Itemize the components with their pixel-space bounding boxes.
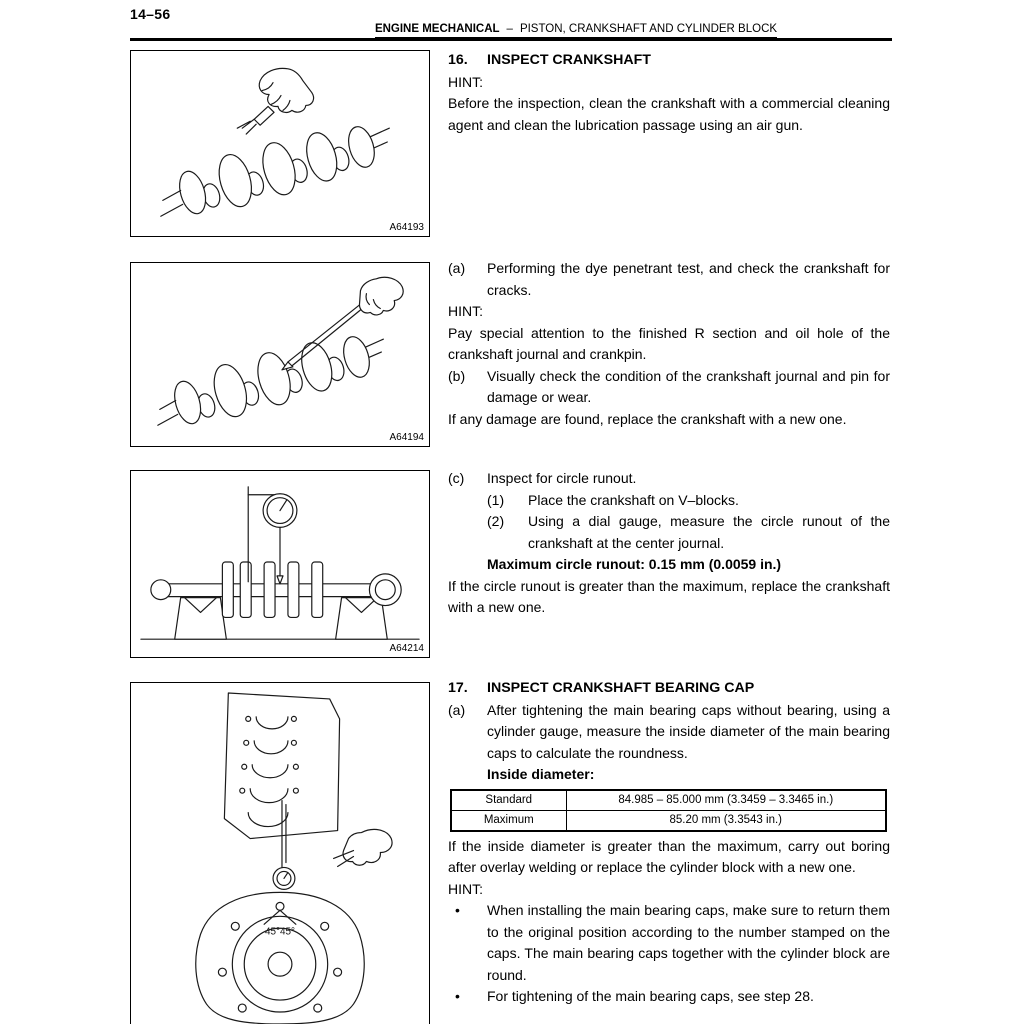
section-title: INSPECT CRANKSHAFT [487, 52, 651, 68]
step-c [448, 468, 890, 490]
crankshaft-cleaning-illustration [131, 51, 429, 236]
header-chapter-name: PISTON, CRANKSHAFT AND CYLINDER BLOCK [519, 23, 778, 35]
section-16-heading [448, 50, 890, 72]
figure-caption: A64214 [387, 643, 424, 654]
spec-name-cell: Maximum [451, 810, 566, 831]
step-text: After tightening the main bearing caps without bearing, using a cylinder gauge, measure the inside diameter of the main bearing caps to calculate the roundness. [487, 701, 890, 761]
page-number: 14–56 [130, 6, 171, 22]
step-label: (c) [448, 470, 465, 486]
hint-bullet-2 [448, 986, 890, 1008]
figure-crankshaft-cleaning [130, 50, 430, 237]
step-a [448, 700, 890, 765]
step-a [448, 258, 890, 301]
bearing-cap-illustration [131, 683, 429, 1024]
step-text: Performing the dye penetrant test, and check the crankshaft for cracks. [487, 260, 890, 298]
step-b [448, 366, 890, 409]
paragraph: If any damage are found, replace the crankshaft with a new one. [448, 410, 847, 427]
figure-caption: A64193 [387, 222, 424, 233]
running-header [130, 23, 892, 35]
spec-name-cell: Standard [451, 790, 566, 811]
step-text: Visually check the condition of the crankshaft journal and pin for damage or wear. [487, 367, 890, 405]
substep-2 [448, 511, 890, 554]
angle-label: 45°45° [264, 926, 296, 938]
section-16-intro [448, 50, 890, 136]
paragraph: If the circle runout is greater than the maximum, replace the crankshaft with a new one. [448, 577, 890, 615]
substep-text: Place the crankshaft on V–blocks. [528, 491, 739, 508]
runout-measurement-illustration [131, 471, 429, 657]
spec-value-cell: 85.20 mm (3.3543 in.) [566, 810, 886, 831]
dye-penetrant-illustration [131, 263, 429, 446]
figure-bearing-cap-measurement [130, 682, 430, 1024]
spec-maximum-runout: Maximum circle runout: 0.15 mm (0.0059 in.) [487, 556, 782, 572]
paragraph: If the inside diameter is greater than the maximum, carry out boring after overlay welding or replace the cylinder block with a new one. [448, 837, 890, 875]
figure-circle-runout [130, 470, 430, 658]
inside-diameter-table [450, 789, 887, 832]
table-row-standard [451, 790, 886, 811]
spec-inside-diameter-label: Inside diameter: [487, 766, 595, 782]
substep-1 [448, 490, 890, 512]
step-label: (a) [448, 260, 466, 276]
hint-text: Before the inspection, clean the crankshaft with a commercial cleaning agent and clean the lubrication passage using an air gun. [448, 95, 890, 133]
section-number: 16. [448, 52, 468, 68]
section-16-step-c [448, 468, 890, 619]
step-label: (a) [448, 701, 466, 718]
header-rule [130, 38, 892, 41]
substep-label: (2) [487, 513, 505, 529]
header-section-name: ENGINE MECHANICAL [374, 23, 500, 35]
substep-text: Using a dial gauge, measure the circle runout of the crankshaft at the center journal. [528, 513, 890, 551]
bullet-glyph: • [455, 902, 460, 918]
spec-value-cell: 84.985 – 85.000 mm (3.3459 – 3.3465 in.) [566, 790, 886, 811]
figure-caption: A64194 [387, 432, 424, 443]
bullet-text: When installing the main bearing caps, make sure to return them to the original position according to the number stamped on the caps. The main bearing caps together with the cylinder block are round. [487, 902, 890, 983]
hint-label: HINT: [448, 303, 483, 319]
section-17-heading [448, 678, 890, 700]
section-17 [448, 678, 890, 1008]
hint-text: Pay special attention to the finished R section and oil hole of the crankshaft journal and crankpin. [448, 324, 890, 362]
section-number: 17. [448, 680, 468, 696]
hint-bullet-1 [448, 900, 890, 986]
step-label: (b) [448, 367, 466, 384]
bullet-glyph: • [455, 988, 460, 1004]
header-separator: – [506, 23, 513, 35]
step-text: Inspect for circle runout. [487, 470, 637, 486]
hint-label: HINT: [448, 880, 483, 897]
substep-label: (1) [487, 491, 505, 508]
table-row-maximum [451, 810, 886, 831]
figure-dye-penetrant-test [130, 262, 430, 447]
running-header-text [375, 23, 777, 38]
section-16-steps-ab [448, 258, 890, 430]
bullet-text: For tightening of the main bearing caps, see step 28. [487, 988, 814, 1004]
section-title: INSPECT CRANKSHAFT BEARING CAP [487, 680, 755, 696]
hint-label: HINT: [448, 73, 483, 90]
